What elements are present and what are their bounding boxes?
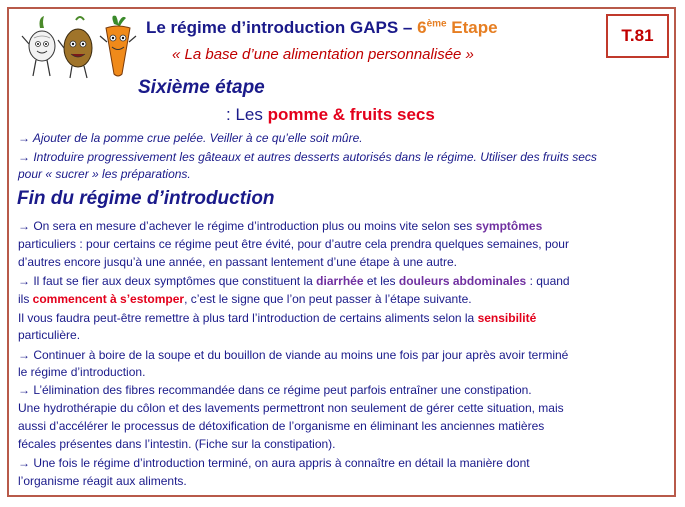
text-line: → Il faut se fier aux deux symptômes que constituent la diarrhée et les douleurs abdominales : quand [18, 274, 570, 288]
text-line: → Une fois le régime d’introduction terminé, on aura appris à connaître en détail la manière dont [18, 456, 530, 470]
text-line: particuliers : pour certains ce régime peut être évité, pour d’autre cela prendra quelques semaines, pour [18, 237, 569, 251]
text-line: → L’élimination des fibres recommandée dans ce régime peut parfois entraîner une constipation. [18, 383, 532, 397]
section-subheading: : Les pomme & fruits secs [226, 105, 435, 124]
text-line: → Introduire progressivement les gâteaux et autres desserts autorisés dans le régime. Utiliser des fruits secs [18, 150, 597, 164]
section-heading-sixth-step: Sixième étape [138, 77, 265, 98]
text-line: → Ajouter de la pomme crue pelée. Veiller à ce qu’elle soit mûre. [18, 131, 363, 145]
text-line: → On sera en mesure d’achever le régime d’introduction plus ou moins vite selon ses symptômes [18, 219, 543, 233]
text-line: d’autres encore jusqu’à une année, en passant lentement d’une étape à une autre. [18, 255, 457, 269]
text-line: le régime d’introduction. [18, 365, 146, 379]
text-line: pour « sucrer » les préparations. [18, 167, 191, 181]
page-title [146, 18, 498, 38]
sheet-number-badge: T.81 [606, 14, 669, 58]
potato-icon [58, 17, 92, 78]
onion-icon [22, 16, 55, 76]
text-line: aussi d’accélérer le processus de détoxification de l’organisme en éliminant les anciennes matières [18, 419, 545, 433]
title-stage: 6ème Etape [417, 18, 498, 37]
text-line: Il vous faudra peut-être remettre à plus tard l’introduction de certains aliments selon la sensibilité [18, 311, 537, 325]
text-line: l’organisme réagit aux aliments. [18, 474, 187, 488]
title-main: Le régime d’introduction GAPS – [146, 18, 418, 37]
text-line: particulière. [18, 328, 81, 342]
vegetable-mascots-illustration [18, 14, 138, 82]
text-line: → Continuer à boire de la soupe et du bouillon de viande au moins une fois par jour après avoir terminé [18, 348, 569, 362]
carrot-icon [100, 16, 136, 76]
page-subtitle: « La base d’une alimentation personnalisée » [172, 46, 474, 63]
text-line: fécales présentes dans l’intestin. (Fiche sur la constipation). [18, 437, 336, 451]
text-line: Une hydrothérapie du côlon et des lavements permettront non seulement de gérer cette situation, mais [18, 401, 564, 415]
section-heading-end-of-intro: Fin du régime d’introduction [17, 188, 275, 209]
text-line: ils commencent à s’estomper, c’est le signe que l’on peut passer à l’étape suivante. [18, 292, 472, 306]
